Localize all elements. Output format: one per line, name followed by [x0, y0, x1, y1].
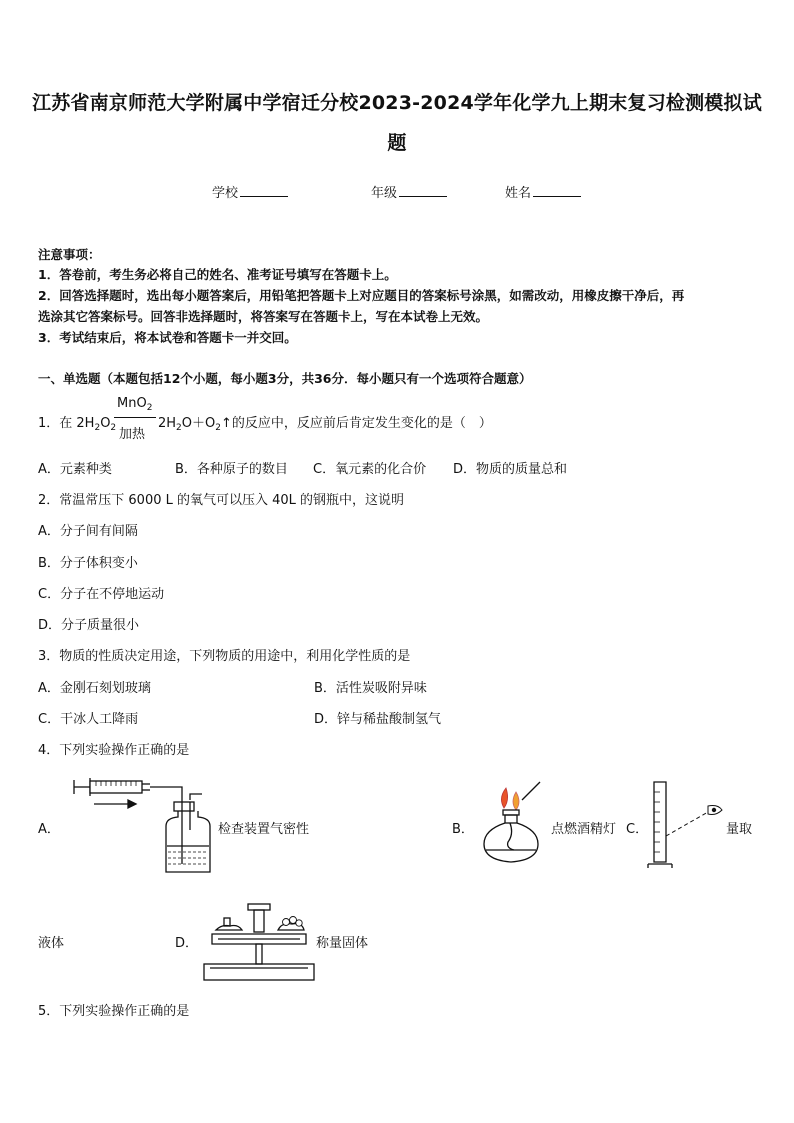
- q4-option-d-text: 称量固体: [316, 936, 369, 951]
- notes-heading: 注意事项：: [38, 247, 101, 262]
- q1-option-a: A．元素种类: [38, 462, 112, 477]
- q2-option-c: C．分子在不停地运动: [38, 587, 165, 602]
- q4-option-c-text-continued: 液体: [38, 936, 65, 951]
- name-field: [505, 182, 581, 201]
- q1-o: O: [100, 416, 111, 431]
- airtightness-check-figure: [70, 772, 220, 878]
- q1-product-rest: O＋O: [181, 416, 216, 431]
- q1-o2-sub: 2: [215, 423, 221, 433]
- q4-option-b-label: B．: [452, 822, 474, 837]
- q4-option-d-label: D．: [175, 936, 199, 951]
- q2-option-a: A．分子间有间隔: [38, 524, 138, 539]
- question-5-stem: 5．下列实验操作正确的是: [38, 1004, 190, 1019]
- q1-prefix: 1．在 2H: [38, 416, 95, 431]
- school-field: [212, 182, 288, 201]
- note-item: 1．答卷前，考生务必将自己的姓名、准考证号填写在答题卡上。: [38, 267, 397, 282]
- graduated-cylinder-figure: [646, 778, 728, 870]
- q3-option-b: B．活性炭吸附异味: [314, 681, 427, 696]
- grade-label: 年级: [371, 186, 398, 201]
- q1-product: 2H: [158, 416, 177, 431]
- q4-option-b-text: 点燃酒精灯: [551, 822, 617, 837]
- q4-option-c-text: 量取: [726, 822, 753, 837]
- q2-option-b: B．分子体积变小: [38, 556, 138, 571]
- question-4-stem: 4．下列实验操作正确的是: [38, 743, 190, 758]
- balance-figure: [200, 900, 318, 984]
- q2-option-d: D．分子质量很小: [38, 618, 140, 633]
- note-item: 2．回答选择题时，选出每小题答案后，用铅笔把答题卡上对应题目的答案标号涂黑，如需改动，用橡皮擦干净后，再: [38, 288, 685, 303]
- q1-sub: 2: [94, 423, 101, 433]
- q3-option-d: D．锌与稀盐酸制氢气: [314, 712, 442, 727]
- q4-option-c-label: C．: [626, 822, 649, 837]
- q1-catalyst-sub: 2: [146, 403, 153, 413]
- school-label: 学校: [212, 186, 239, 201]
- grade-field: [371, 182, 447, 201]
- school-blank: [240, 184, 288, 197]
- question-2-stem: 2．常温常压下 6000 L 的氧气可以压入 40L 的钢瓶中，这说明: [38, 493, 405, 508]
- note-item: 3．考试结束后，将本试卷和答题卡一并交回。: [38, 330, 297, 345]
- page-title: 江苏省南京师范大学附属中学宿迁分校2023-2024学年化学九上期末复习检测模拟试: [32, 92, 762, 114]
- q1-option-d: D．物质的质量总和: [453, 462, 568, 477]
- question-1-stem: [38, 412, 116, 433]
- name-blank: [533, 184, 581, 197]
- q1-option-c: C．氧元素的化合价: [313, 462, 427, 477]
- q3-option-c: C．干冰人工降雨: [38, 712, 139, 727]
- q1-condition: 加热: [119, 427, 146, 442]
- q4-option-a-label: A．: [38, 822, 60, 837]
- name-label: 姓名: [505, 186, 532, 201]
- section-heading: 一、单选题（本题包括12个小题，每小题3分，共36分．每小题只有一个选项符合题意）: [38, 371, 532, 386]
- q1-sub: 2: [110, 423, 117, 433]
- q1-suffix: ↑的反应中，反应前后肯定发生变化的是（ ）: [220, 416, 492, 431]
- grade-blank: [399, 184, 447, 197]
- q1-catalyst: [117, 396, 152, 413]
- q1-products: [158, 412, 492, 433]
- q1-option-b: B．各种原子的数目: [175, 462, 288, 477]
- q1-catalyst-text: MnO: [117, 396, 147, 411]
- q4-option-a-text: 检查装置气密性: [218, 822, 310, 837]
- q1-product-sub: 2: [176, 423, 182, 433]
- alcohol-lamp-figure: [470, 778, 554, 868]
- question-3-stem: 3．物质的性质决定用途，下列物质的用途中，利用化学性质的是: [38, 649, 411, 664]
- q3-option-a: A．金刚石刻划玻璃: [38, 681, 151, 696]
- note-item: 选涂其它答案标号。回答非选择题时，将答案写在答题卡上，写在本试卷上无效。: [38, 309, 489, 324]
- reaction-arrow-line: [114, 417, 156, 418]
- page-title-continued: 题: [387, 132, 407, 154]
